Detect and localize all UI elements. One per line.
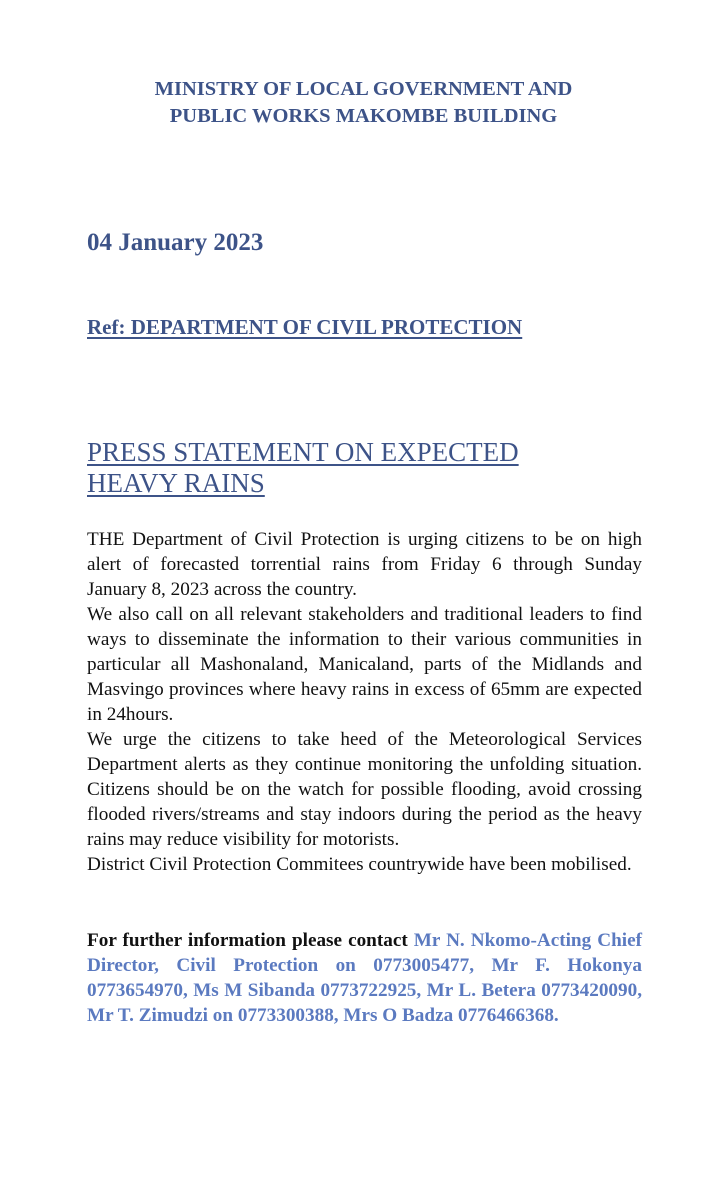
reference-line: Ref: DEPARTMENT OF CIVIL PROTECTION [87, 315, 523, 339]
body-paragraph: THE Department of Civil Protection is urging citizens to be on high alert of forecasted torrential rains from Friday 6 through Sunday January 8, 2023 across the country. [87, 529, 642, 600]
contact-names: Mr N. Nkomo-Acting Chief Director, Civil Protection on 0773005477, Mr F. Hokonya 0773654970, Ms M Sibanda 0773722925, Mr L. Betera 0773420090, Mr T. Zimudzi on 0773300388, Mrs O Badza 0776466368. [87, 930, 642, 1026]
body-paragraph: We also call on all relevant stakeholders and traditional leaders to find ways to disseminate the information to their various communities in particular all Mashonaland, Manicaland, parts of the Midlands and Masvingo provinces where heavy rains in excess of 65mm are expected in 24hours. [87, 604, 642, 725]
statement-date: 04 January 2023 [87, 229, 264, 256]
contact-information [87, 928, 642, 1028]
title-line-1: PRESS STATEMENT ON EXPECTED [87, 437, 519, 467]
ministry-line-1: MINISTRY OF LOCAL GOVERNMENT AND [154, 78, 573, 100]
title-line-2: HEAVY RAINS [87, 468, 265, 498]
contact-lead: For further information please contact [87, 930, 414, 951]
body-paragraph: We urge the citizens to take heed of the Meteorological Services Department alerts as they continue monitoring the unfolding situation. Citizens should be on the watch for possible flooding, avoid crossing flooded rivers/streams and stay indoors during the period as the heavy rains may reduce visibility for motorists. [87, 729, 642, 850]
body-paragraph: District Civil Protection Commitees countrywide have been mobilised. [87, 854, 632, 875]
ministry-line-2: PUBLIC WORKS MAKOMBE BUILDING [169, 105, 558, 127]
ministry-header [0, 76, 727, 130]
press-statement-title [87, 437, 607, 499]
statement-body [87, 527, 642, 877]
